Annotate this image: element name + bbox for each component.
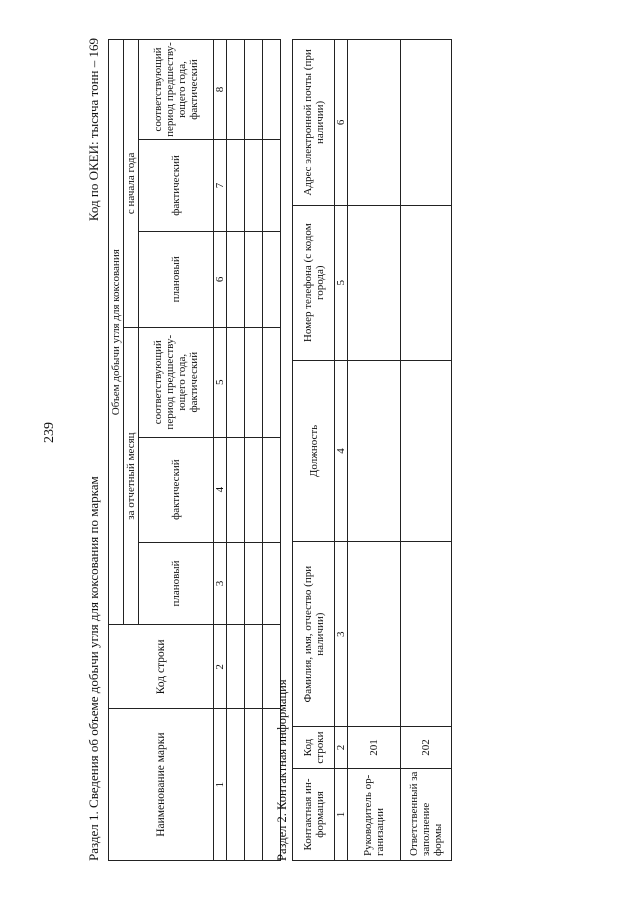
cell-phone[interactable] xyxy=(401,205,452,360)
header-reporting-month: за отчетный месяц xyxy=(124,327,139,625)
column-numbers-row xyxy=(335,40,348,861)
row-label-responsible: Ответственный за заполнение формы xyxy=(401,769,452,861)
contact-info-table xyxy=(292,39,452,861)
col-number: 6 xyxy=(214,231,227,327)
col-number: 1 xyxy=(335,769,348,861)
header-brand-name: Наименование марки xyxy=(109,709,214,861)
cell-phone[interactable] xyxy=(348,205,401,360)
cell-empty[interactable] xyxy=(227,542,245,625)
row-code: 202 xyxy=(401,727,452,769)
table-row xyxy=(245,40,263,861)
header-phone: Номер телефона (с кодом города) xyxy=(293,205,335,360)
header-full-name: Фамилия, имя, отчество (при наличии) xyxy=(293,542,335,727)
column-numbers-row xyxy=(214,40,227,861)
col-number: 6 xyxy=(335,40,348,206)
col-number: 4 xyxy=(214,437,227,542)
cell-empty[interactable] xyxy=(245,40,263,140)
col-number: 4 xyxy=(335,360,348,542)
cell-empty[interactable] xyxy=(263,140,281,232)
header-month-actual: фактический xyxy=(139,437,214,542)
header-row-code: Код строки xyxy=(109,625,214,709)
header-ytd-planned: плановый xyxy=(139,231,214,327)
cell-empty[interactable] xyxy=(245,231,263,327)
okei-unit-code: Код по ОКЕИ: тысяча тонн – 169 xyxy=(86,38,101,222)
cell-empty[interactable] xyxy=(245,625,263,709)
col-number: 2 xyxy=(214,625,227,709)
header-year-to-date: с начала года xyxy=(124,40,139,328)
table-row xyxy=(348,40,401,861)
cell-empty[interactable] xyxy=(227,327,245,437)
section1-title: Раздел 1. Сведения об объеме добычи угля для коксования по маркам xyxy=(86,476,101,861)
cell-empty[interactable] xyxy=(227,40,245,140)
header-month-prev-year: соответствующий период предшеству-ющего года, фактический xyxy=(139,327,214,437)
col-number: 2 xyxy=(335,727,348,769)
cell-empty[interactable] xyxy=(245,709,263,861)
coal-volume-table xyxy=(108,39,281,861)
cell-empty[interactable] xyxy=(263,40,281,140)
cell-empty[interactable] xyxy=(245,140,263,232)
cell-email[interactable] xyxy=(348,40,401,206)
col-number: 1 xyxy=(214,709,227,861)
cell-empty[interactable] xyxy=(263,231,281,327)
cell-empty[interactable] xyxy=(227,231,245,327)
header-ytd-prev-year: соответствующий период предшеству-ющего года, фактический xyxy=(139,40,214,140)
header-month-planned: плановый xyxy=(139,542,214,625)
cell-email[interactable] xyxy=(401,40,452,206)
cell-empty[interactable] xyxy=(245,327,263,437)
col-number: 5 xyxy=(214,327,227,437)
cell-empty[interactable] xyxy=(227,437,245,542)
row-label-head: Руководитель ор-ганизации xyxy=(348,769,401,861)
header-position: Должность xyxy=(293,360,335,542)
header-contact-info: Контактная ин-формация xyxy=(293,769,335,861)
section2-title: Раздел 2. Контактная информация xyxy=(275,679,289,861)
header-ytd-actual: фактический xyxy=(139,140,214,232)
cell-empty[interactable] xyxy=(227,625,245,709)
col-number: 3 xyxy=(335,542,348,727)
col-number: 8 xyxy=(214,40,227,140)
cell-empty[interactable] xyxy=(245,437,263,542)
col-number: 3 xyxy=(214,542,227,625)
col-number: 5 xyxy=(335,205,348,360)
header-email: Адрес электронной почты (при наличии) xyxy=(293,40,335,206)
cell-empty[interactable] xyxy=(245,542,263,625)
cell-position[interactable] xyxy=(348,360,401,542)
cell-full-name[interactable] xyxy=(348,542,401,727)
col-number: 7 xyxy=(214,140,227,232)
cell-full-name[interactable] xyxy=(401,542,452,727)
cell-empty[interactable] xyxy=(263,327,281,437)
table-row xyxy=(401,40,452,861)
header-volume: Объем добычи угля для коксования xyxy=(109,40,124,625)
cell-empty[interactable] xyxy=(263,542,281,625)
cell-position[interactable] xyxy=(401,360,452,542)
cell-empty[interactable] xyxy=(227,709,245,861)
header-row-code: Код строки xyxy=(293,727,335,769)
cell-empty[interactable] xyxy=(263,437,281,542)
page-number: 239 xyxy=(42,422,57,443)
cell-empty[interactable] xyxy=(227,140,245,232)
row-code: 201 xyxy=(348,727,401,769)
table-row xyxy=(227,40,245,861)
